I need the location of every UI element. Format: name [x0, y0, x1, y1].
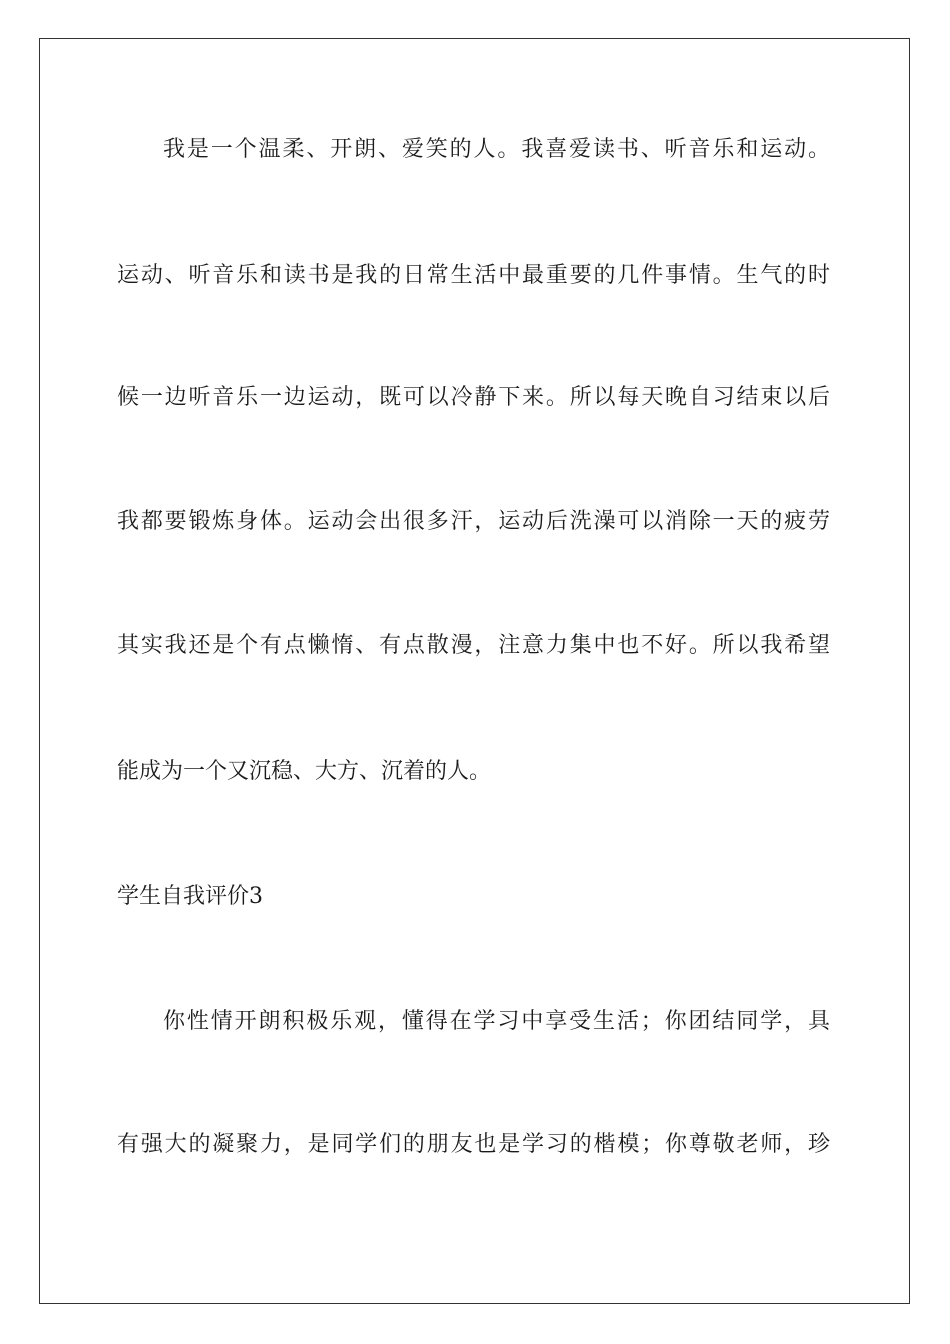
paragraph-1-line-2: 运动、听音乐和读书是我的日常生活中最重要的几件事情。生气的时	[117, 263, 830, 288]
paragraph-1-line-1: 我是一个温柔、开朗、爱笑的人。我喜爱读书、听音乐和运动。	[163, 137, 830, 162]
page-frame	[39, 38, 910, 1304]
paragraph-2-line-1: 你性情开朗积极乐观，懂得在学习中享受生活；你团结同学，具	[163, 1009, 830, 1034]
paragraph-1-line-5: 其实我还是个有点懒惰、有点散漫，注意力集中也不好。所以我希望	[117, 633, 830, 658]
paragraph-1-line-6: 能成为一个又沉稳、大方、沉着的人。	[117, 759, 492, 784]
paragraph-2-line-2: 有强大的凝聚力，是同学们的朋友也是学习的楷模；你尊敬老师，珍	[117, 1132, 830, 1157]
section-heading: 学生自我评价3	[117, 884, 263, 909]
paragraph-1-line-3: 候一边听音乐一边运动，既可以冷静下来。所以每天晚自习结束以后	[117, 385, 830, 410]
paragraph-1-line-4: 我都要锻炼身体。运动会出很多汗，运动后洗澡可以消除一天的疲劳	[117, 509, 830, 534]
